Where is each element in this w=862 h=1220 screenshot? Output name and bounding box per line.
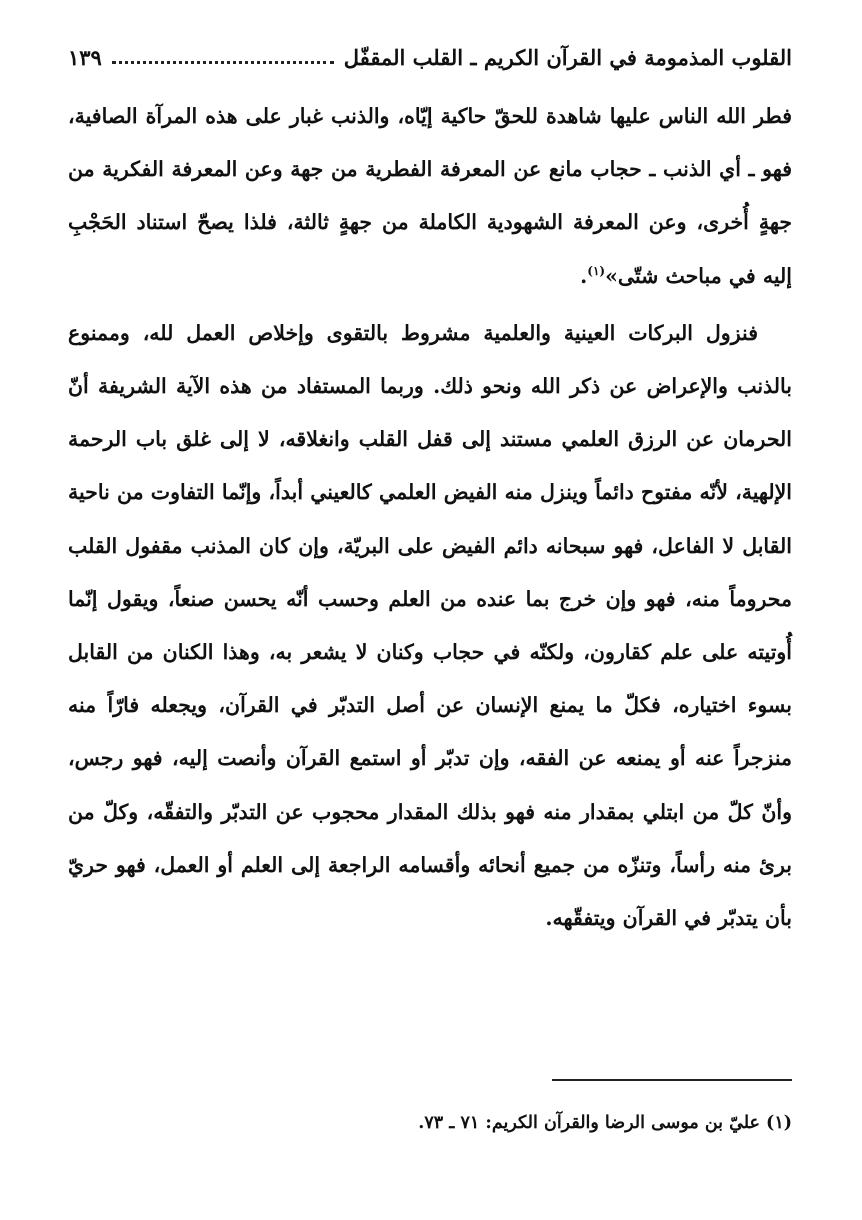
paragraph-end-punctuation: . bbox=[580, 263, 588, 288]
footnote-separator bbox=[552, 1079, 792, 1081]
running-title: القلوب المذمومة في القرآن الكريم ـ القلب المقفّل bbox=[343, 45, 792, 70]
page-number: ١٣٩ bbox=[68, 45, 102, 70]
dot-leader bbox=[112, 60, 334, 64]
paragraph-main bbox=[68, 307, 792, 945]
footnote-reference: (١) bbox=[587, 263, 606, 278]
paragraph-quote-end bbox=[68, 90, 792, 303]
paragraph-text: فطر الله الناس عليها شاهدة للحقّ حاكية إيّاه، والذنب غبار على هذه المرآة الصافية، فهو ـ أي الذنب ـ حجاب مانع عن المعرفة الفطرية من جهة وعن المعرفة الفكرية من جهةٍ أُخرى، وعن المعرفة الشهودية الكاملة من جهةٍ ثالثة، فلذا يصحّ استناد الحَجْبِ إليه في مباحث شتّى» bbox=[68, 104, 792, 288]
page-header bbox=[68, 36, 792, 70]
paragraph-text: فنزول البركات العينية والعلمية مشروط بالتقوى وإخلاص العمل لله، وممنوع بالذنب والإعراض عن ذكر الله ونحو ذلك. وربما المستفاد من هذه الآية الشريفة أنّ الحرمان عن الرزق العلمي مستند إلى قفل القلب وانغلاقه، لا إلى غلق باب الرحمة الإلهية، لأنّه مفتوح دائماً وينزل منه الفيض العلمي كالعيني أبداً، وإنّما التفاوت من ناحية القابل لا الفاعل، فهو سبحانه دائم الفيض على البريّة، وإن كان المذنب مقفول القلب محروماً منه، فهو وإن خرج بما عنده من العلم وحسب أنّه يحسن صنعاً، ويقول إنّما أُوتيته على علم كقارون، ولكنّه في حجاب وكنان لا يشعر به، وهذا الكنان من القابل بسوء اختياره، فكلّ ما يمنع الإنسان عن أصل التدبّر في القرآن، ويجعله فارّاً منه منزجراً عنه أو يمنعه عن الفقه، وإن تدبّر أو استمع القرآن وأنصت إليه، فهو رجس، وأنّ كلّ من ابتلي بمقدار منه فهو بذلك المقدار محجوب عن التدبّر والتفقّه، وكلّ من برئ منه رأساً، وتنزّه من جميع أنحائه وأقسامه الراجعة إلى العلم أو العمل، فهو حريّ بأن يتدبّر في القرآن ويتفقّهه. bbox=[68, 320, 792, 931]
footnote: (١) عليّ بن موسى الرضا والقرآن الكريم: ٧١ ـ ٧٣. bbox=[418, 1113, 792, 1133]
body-text bbox=[68, 90, 792, 945]
